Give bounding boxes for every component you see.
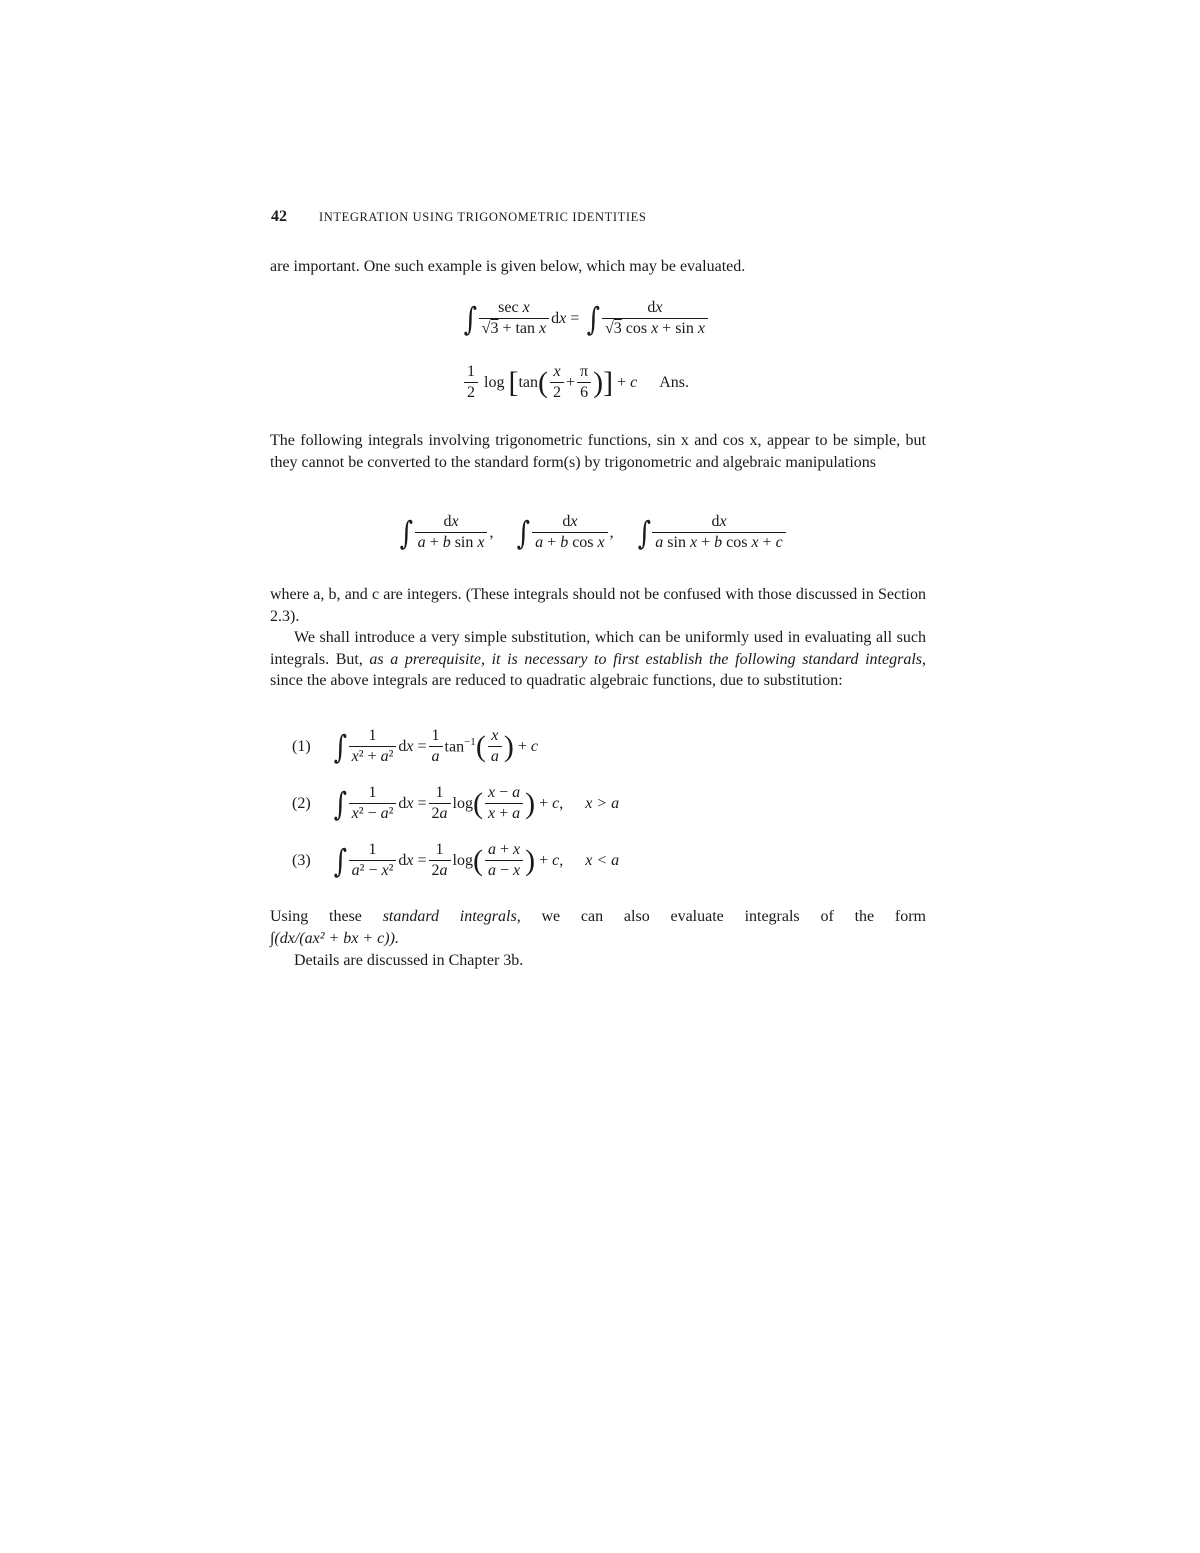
paragraph-intro: are important. One such example is given below, which may be evaluated. xyxy=(270,258,746,275)
page-number: 42 xyxy=(271,208,287,225)
answer-label: Ans. xyxy=(659,373,690,391)
using-text: Using these xyxy=(270,908,383,925)
equation-answer: $\frac{1}{2}$ log [ tan ( $\frac{x}{2}$ + $\frac{\pi}{6}$ )] + c Ans. xyxy=(462,362,689,403)
substitution-end: , since the above integrals are reduced to quadratic algebraic functions, due to substitution: xyxy=(270,650,926,689)
substitution-text: We shall introduce a very simple substitution, which can be uniformly used in evaluating all such integrals. But, xyxy=(270,629,926,668)
substitution-italic: as a prerequisite, it is necessary to first establish the following standard integrals xyxy=(369,650,922,668)
paragraph-details: Details are discussed in Chapter 3b. xyxy=(294,952,524,969)
condition-3: x < a xyxy=(585,851,620,869)
std-label-1: (1) xyxy=(292,737,311,755)
equation-three-integrals: ∫ $\frac{dx}{\text{a + b sin x}}$ , ∫ $\frac{dx}{\text{a + b cos x}}$ , ∫ $\frac{dx}{\text{a sin x + b cos x + c}}$ xyxy=(398,512,788,553)
paragraph-trig-integrals: The following integrals involving trigonometric functions, sin x and cos x, appear to be simple, but they cannot be converted to the standard form(s) by trigonometric and algebraic manipulations xyxy=(270,432,926,471)
using-line-1 xyxy=(270,906,926,928)
paragraph-substitution xyxy=(270,627,926,692)
equation-sec-integral: ∫ $\frac{\text{sec x}}{\text{√3 + tan x}}$ dx = ∫ $\frac{dx}{\text{√3 cos x + sin x}}$ xyxy=(462,298,710,339)
paragraph-where: where a, b, and c are integers. (These integrals should not be confused with those discussed in Section 2.3). xyxy=(270,586,926,625)
standard-integral-3: (3) ∫ $\frac{1}{\text{a² − x²}}$ dx = $\frac{1}{2a}$ log ( $\frac{a + x}{a - x}$ ) + c, x < a xyxy=(292,841,620,880)
standard-integral-2: (2) ∫ $\frac{1}{\text{x² − a²}}$ dx = $\frac{1}{2a}$ log ( $\frac{x - a}{x + a}$ ) + c, x > a xyxy=(292,784,620,823)
std-label-3: (3) xyxy=(292,851,311,869)
standard-integral-1: (1) ∫ $\frac{1}{\text{x² + a²}}$ dx = $\frac{1}{a}$ $\tan^{-1}$ ( $\frac{x}{a}$ ) + c xyxy=(292,727,538,766)
running-title: INTEGRATION USING TRIGONOMETRIC IDENTITIES xyxy=(319,210,647,224)
paragraph-using xyxy=(270,906,926,949)
using-end: , we can also evaluate integrals of the form xyxy=(516,908,927,925)
condition-2: x > a xyxy=(585,794,620,812)
using-formula: ∫(dx/(ax² + bx + c)). xyxy=(270,929,399,947)
std-label-2: (2) xyxy=(292,794,311,812)
using-italic: standard integrals xyxy=(382,908,517,925)
